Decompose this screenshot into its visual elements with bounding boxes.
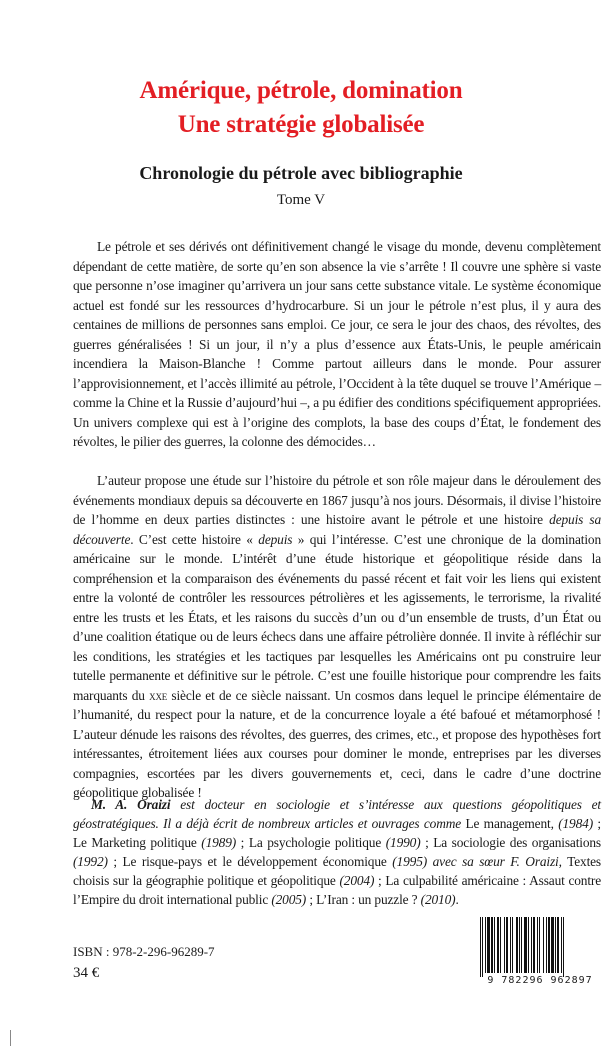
book-title-line2: Une stratégie globalisée <box>177 111 425 138</box>
work-3: ; La psychologie politique <box>236 835 386 850</box>
barcode-icon <box>478 917 602 977</box>
work-7: ; La culpabilité américaine : Assaut contre l’Empire du droit international public <box>73 873 602 907</box>
author-bio-intro: est docteur en sociologie et s’intéresse aux questions géopolitiques et géostratégiques. Il a déjà écrit de nombreux articles et ouvrages comme <box>73 797 601 831</box>
work-1-year: (1984) <box>558 816 594 831</box>
price: 34 € <box>73 965 100 981</box>
work-4: ; La sociologie des organisations <box>420 835 601 850</box>
bio-end: . <box>455 892 459 907</box>
work-5-year: (1995) avec sa sœur F. Oraizi, <box>392 854 562 869</box>
p2-text-f: siècle et de ce siècle naissant. Un cosmos dans lequel le principe élémentaire de l’humanité, du respect pour la nature, et de la concurrence loyale a été bafoué et métamorphosé ! L’auteur dénude les raisons des révoltes, des guerres, des crimes, etc., et propose des hypothèses fort intéressantes, étroitement liées aux courses pour dominer le monde, entreprises par les diverses compagnies, escortées par les divers gouvernements et, ceci, dans le cadre d’une doctrine géopolitique globalisée ! <box>73 687 601 800</box>
barcode-number: 9 782296 962897 <box>487 975 593 986</box>
work-3-year: (1990) <box>385 835 421 850</box>
work-5: ; Le risque-pays et le développement économique <box>107 854 393 869</box>
work-6-year: (2004) <box>339 873 375 888</box>
work-8-year: (2010) <box>420 892 456 907</box>
work-8: ; L’Iran : un puzzle ? <box>306 892 421 907</box>
p2-emphasis-depuis-decouverte: depuis sa découverte <box>73 512 601 547</box>
work-2: ; Le Marketing politique <box>73 816 601 850</box>
book-title-line1: Amérique, pétrole, domination <box>139 77 463 104</box>
crop-mark <box>10 1030 11 1046</box>
p2-century: xxe <box>149 687 168 703</box>
work-1: Le management, <box>465 816 559 831</box>
p2-text-a: L’auteur propose une étude sur l’histoire du pétrole et son rôle majeur dans le déroulement des événements mondiaux depuis sa découverte en 1867 jusqu’à nos jours. Désormais, il divise l’histoire de l’homme en deux parties distinctes : une histoire avant le pétrole et une histoire <box>73 473 601 527</box>
work-7-year: (2005) <box>271 892 307 907</box>
volume-label: Tome V <box>276 192 326 208</box>
summary-paragraph-1: Le pétrole et ses dérivés ont définitivement changé le visage du monde, devenu complètement dépendant de cette matière, de sorte qu’en son absence la vie s’arrête ! Il couvre une sphère si vaste que personne n’ose imaginer qu’arrivera un jour sans cette substance vitale. Le système économique actuel est fondé sur les ressources d’hydrocarbure. Si un jour le pétrole n’est plus, il y aura des centaines de millions de personnes sans emploi. Ce jour, ce sera le jour des chaos, des révoltes, des guerres généralisées ! Si un jour, il n’y a plus d’essence aux États-Unis, le peuple américain incendiera la Maison-Blanche ! Comme partout ailleurs dans le monde. Pour assurer l’approvisionnement, et l’accès illimité au pétrole, l’Occident à la tête duquel se trouve l’Amérique – comme la Chine et la Russie d’aujourd’hui –, a pu édifier des conditions spécifiquement appropriées. Un univers complexe qui est à l’origine des complots, la base des coups d’État, le fondement des révoltes, le pilier des guerres, la colonne des démocides… <box>73 239 601 449</box>
book-subtitle: Chronologie du pétrole avec bibliographie <box>139 163 463 183</box>
isbn: ISBN : 978-2-296-96289-7 <box>73 944 215 959</box>
work-6: Textes choisis sur la géographie politique et géopolitique <box>73 854 601 888</box>
work-2-year: (1989) <box>201 835 237 850</box>
author-bio <box>73 795 601 909</box>
work-4-year: (1992) <box>73 854 108 869</box>
summary-paragraph-2 <box>73 471 601 803</box>
p2-text-e: » qui l’intéresse. C’est une chronique de la domination américaine sur le monde. L’intérêt d’une étude historique et géopolitique réside dans la compréhension et la comparaison des événements du passé récent et fait voir les liens qui existent entre la volonté de contrôler les ressources pétrolières et les agissements, le terrorisme, la rivalité entre les trusts et les États, et les raisons du succès d’un ou d’un ensemble de trusts, d’un État ou d’une coalition étatique ou de leurs échecs dans une affaire pétrolière donnée. Il invite à réfléchir sur les conditions, les stratégies et les tactiques par lesquelles les Américains ont pu construire leur tutelle permanente et définitive sur le pétrole. C’est une fouille historique pour comprendre les faits marquants du <box>73 531 602 703</box>
p2-text-c: . C’est cette histoire « <box>130 531 259 547</box>
author-name: M. A. Oraizi <box>91 797 171 812</box>
p2-emphasis-depuis: depuis <box>258 531 293 547</box>
